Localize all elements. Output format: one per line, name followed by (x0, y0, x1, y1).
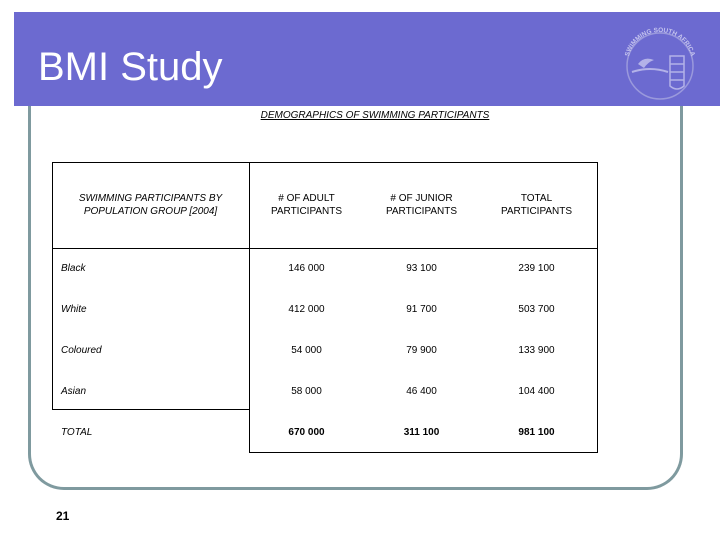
row-label: White (61, 304, 87, 315)
cell-total: 503 700 (518, 304, 555, 315)
cell-total: 133 900 (518, 345, 555, 356)
header-total: TOTAL PARTICIPANTS (500, 193, 573, 217)
table-border-right (597, 162, 598, 453)
slide-title: BMI Study (38, 45, 223, 89)
table-total-row (52, 412, 594, 453)
demographics-table (52, 162, 594, 453)
swimming-south-africa-logo-icon (614, 16, 704, 100)
cell-junior: 91 700 (406, 304, 437, 315)
table-row (52, 371, 594, 412)
table-row (52, 289, 594, 330)
cell-total: 239 100 (518, 263, 555, 274)
cell-junior: 93 100 (406, 263, 437, 274)
logo-text: SWIMMING SOUTH AFRICA (624, 26, 696, 58)
row-label: Asian (61, 386, 87, 397)
table-row (52, 330, 594, 371)
header-population-group: SWIMMING PARTICIPANTS BY POPULATION GROUP [2004] (78, 193, 223, 217)
row-label: Coloured (61, 345, 102, 356)
page-number: 21 (56, 509, 70, 523)
cell-junior: 79 900 (406, 345, 437, 356)
cell-junior: 311 100 (403, 427, 440, 438)
row-label: TOTAL (61, 427, 93, 438)
table-header-row (52, 162, 594, 248)
header-adult: # OF ADULT PARTICIPANTS (270, 193, 343, 217)
row-label: Black (61, 263, 86, 274)
table-row (52, 248, 594, 289)
cell-junior: 46 400 (406, 386, 437, 397)
header-junior: # OF JUNIOR PARTICIPANTS (385, 193, 458, 217)
cell-adult: 412 000 (288, 304, 325, 315)
cell-total: 104 400 (518, 386, 555, 397)
cell-adult: 54 000 (291, 345, 322, 356)
cell-adult: 58 000 (291, 386, 322, 397)
cell-adult: 146 000 (288, 263, 325, 274)
svg-text:SWIMMING SOUTH AFRICA (624, 27, 696, 58)
cell-total: 981 100 (518, 427, 555, 438)
cell-adult: 670 000 (288, 427, 325, 438)
table-caption: DEMOGRAPHICS OF SWIMMING PARTICIPANTS (260, 110, 490, 121)
